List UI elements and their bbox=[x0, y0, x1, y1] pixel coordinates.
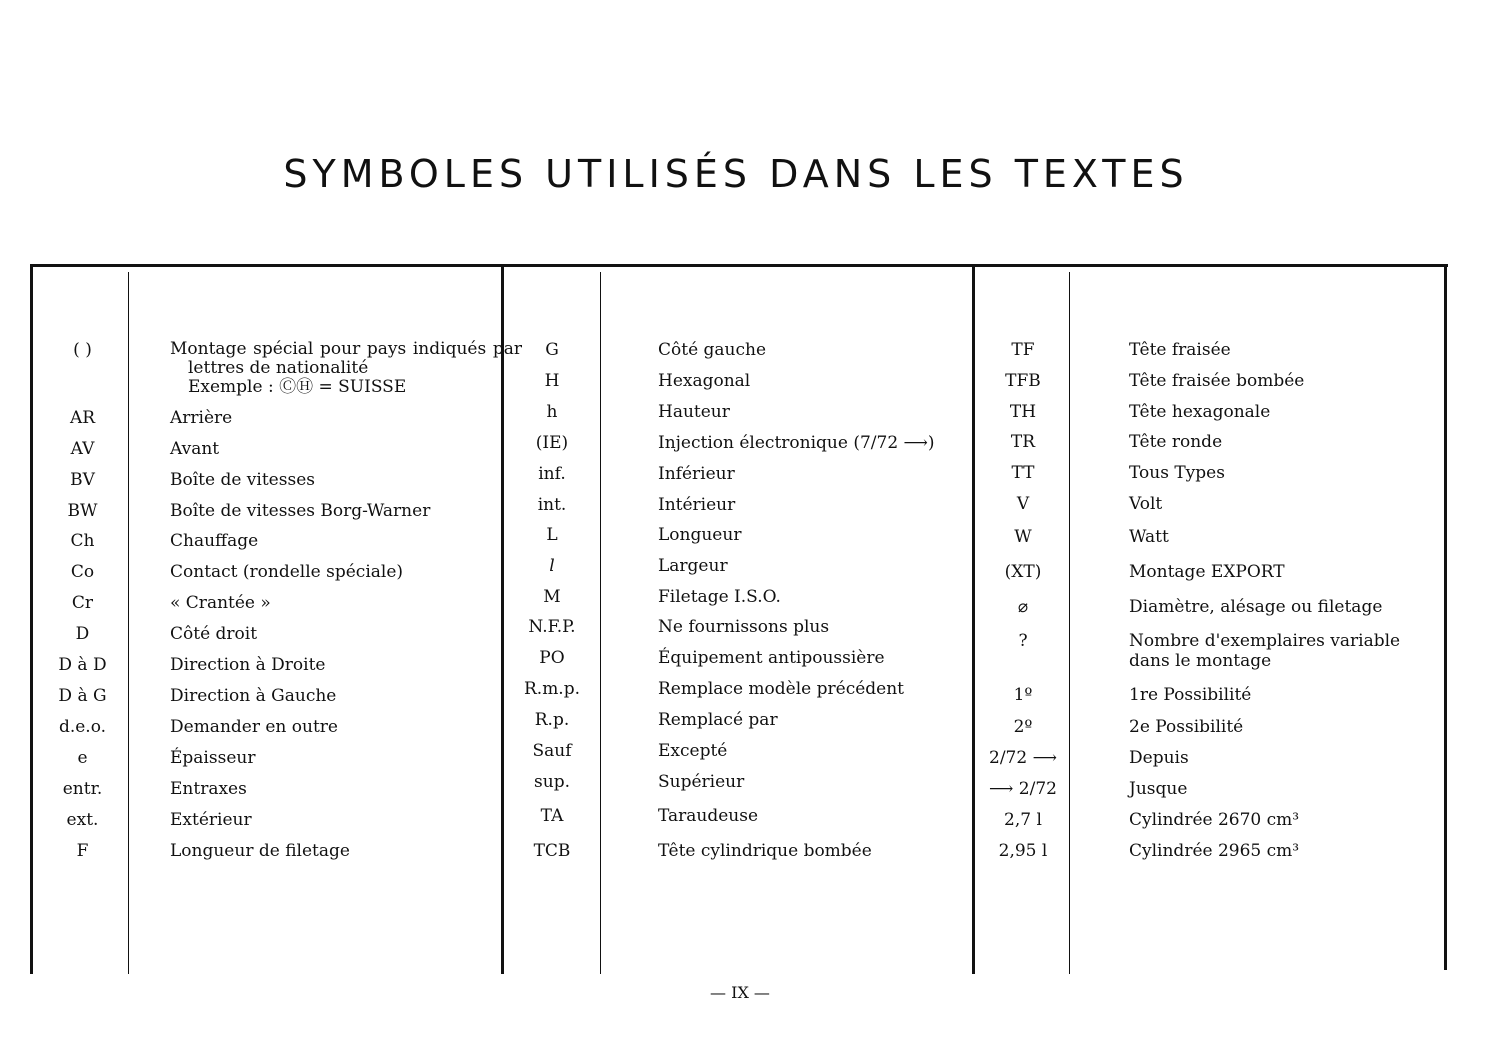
description-line-1: Montage spécial pour pays indiqués par bbox=[170, 339, 522, 359]
list-item bbox=[504, 464, 1018, 484]
description: Taraudeuse bbox=[658, 806, 759, 826]
description bbox=[170, 340, 522, 397]
symbol: F bbox=[76, 841, 89, 861]
description: Côté droit bbox=[170, 624, 258, 644]
symbol: N.F.P. bbox=[528, 617, 576, 637]
symbol: Sauf bbox=[532, 741, 572, 761]
description: Longueur de filetage bbox=[170, 841, 350, 861]
list-item bbox=[30, 624, 525, 644]
list-item bbox=[975, 748, 1429, 768]
description: Watt bbox=[1129, 527, 1169, 547]
symbol: G bbox=[545, 340, 559, 360]
symbol: ⌀ bbox=[1017, 597, 1029, 617]
description: Intérieur bbox=[658, 495, 736, 515]
description: Remplace modèle précédent bbox=[658, 679, 904, 699]
symbol: R.p. bbox=[534, 710, 570, 730]
description: Ne fournissons plus bbox=[658, 617, 830, 637]
symbol: 2º bbox=[1013, 717, 1033, 737]
outer-right-rule bbox=[1444, 264, 1447, 970]
list-item bbox=[30, 593, 525, 613]
table-top-rule bbox=[30, 264, 1448, 267]
symbol: d.e.o. bbox=[58, 717, 107, 737]
list-item bbox=[504, 433, 1018, 453]
symbol: M bbox=[543, 587, 561, 607]
list-item bbox=[504, 495, 1018, 515]
list-item bbox=[504, 340, 1018, 360]
list-item bbox=[30, 686, 525, 706]
description: Filetage I.S.O. bbox=[658, 587, 781, 607]
description: Avant bbox=[170, 439, 220, 459]
description: Entraxes bbox=[170, 779, 247, 799]
list-item bbox=[30, 748, 525, 768]
list-item bbox=[975, 841, 1429, 861]
description: Diamètre, alésage ou filetage bbox=[1129, 597, 1383, 617]
list-item bbox=[975, 494, 1429, 514]
description: Volt bbox=[1129, 494, 1163, 514]
symbol: (XT) bbox=[1004, 562, 1042, 582]
symbol: 2,95 l bbox=[998, 841, 1048, 861]
description: Inférieur bbox=[658, 464, 735, 484]
list-item bbox=[504, 772, 1018, 792]
page-title: SYMBOLES UTILISÉS DANS LES TEXTES bbox=[283, 152, 1189, 196]
symbol: D à G bbox=[58, 686, 107, 706]
symbol: entr. bbox=[62, 779, 103, 799]
list-item bbox=[30, 779, 525, 799]
description-line-3: Exemple : ⒸⒽ = SUISSE bbox=[188, 377, 407, 397]
description: Tous Types bbox=[1129, 463, 1225, 483]
symbol: 1º bbox=[1013, 685, 1033, 705]
list-item bbox=[30, 810, 525, 830]
list-item bbox=[975, 779, 1429, 799]
symbol: ext. bbox=[66, 810, 99, 830]
description: 2e Possibilité bbox=[1129, 717, 1244, 737]
symbol: AR bbox=[69, 408, 96, 428]
symbol: inf. bbox=[538, 464, 566, 484]
list-item bbox=[504, 710, 1018, 730]
description: Côté gauche bbox=[658, 340, 767, 360]
list-item bbox=[975, 685, 1429, 705]
list-item bbox=[975, 717, 1429, 737]
description: Hauteur bbox=[658, 402, 730, 422]
description: Cylindrée 2670 cm³ bbox=[1129, 810, 1300, 830]
symbol: AV bbox=[70, 439, 95, 459]
description: Boîte de vitesses Borg-Warner bbox=[170, 501, 431, 521]
symbol: 2/72 ⟶ bbox=[989, 748, 1057, 768]
symbol: h bbox=[546, 402, 558, 422]
list-item bbox=[975, 562, 1429, 582]
list-item bbox=[30, 501, 525, 521]
list-item bbox=[504, 617, 1018, 637]
symbol: TCB bbox=[533, 841, 571, 861]
symbol: int. bbox=[537, 495, 567, 515]
description: Hexagonal bbox=[658, 371, 751, 391]
description: Tête fraisée bombée bbox=[1129, 371, 1305, 391]
symbol: ? bbox=[1018, 631, 1028, 651]
list-item bbox=[504, 556, 1018, 576]
list-item bbox=[30, 470, 525, 490]
list-item bbox=[504, 525, 1018, 545]
list-item bbox=[504, 587, 1018, 607]
list-item bbox=[30, 841, 525, 861]
list-item bbox=[975, 371, 1429, 391]
description: Tête cylindrique bombée bbox=[658, 841, 872, 861]
symbol: D bbox=[75, 624, 90, 644]
description: Excepté bbox=[658, 741, 728, 761]
description: 1re Possibilité bbox=[1129, 685, 1252, 705]
symbol: sup. bbox=[534, 772, 570, 792]
description: Injection électronique (7/72 ⟶) bbox=[658, 433, 935, 453]
description: Cylindrée 2965 cm³ bbox=[1129, 841, 1300, 861]
list-item bbox=[975, 340, 1429, 360]
description-line-2: lettres de nationalité bbox=[188, 358, 369, 378]
description: Direction à Gauche bbox=[170, 686, 337, 706]
symbol: R.m.p. bbox=[523, 679, 580, 699]
symbol: BW bbox=[67, 501, 98, 521]
symbol: PO bbox=[539, 648, 565, 668]
symbol: TT bbox=[1011, 463, 1035, 483]
list-item bbox=[975, 402, 1429, 422]
description: Équipement antipoussière bbox=[658, 648, 885, 668]
symbol: H bbox=[544, 371, 560, 391]
description: Tête fraisée bbox=[1129, 340, 1231, 360]
list-item bbox=[30, 655, 525, 675]
symbol: L bbox=[546, 525, 558, 545]
description: « Crantée » bbox=[170, 593, 271, 613]
symbol: V bbox=[1016, 494, 1030, 514]
description: Largeur bbox=[658, 556, 728, 576]
list-item bbox=[504, 741, 1018, 761]
page-number: — IX — bbox=[710, 983, 770, 1002]
description-line-1: Nombre d'exemplaires variable bbox=[1129, 631, 1401, 651]
description: Supérieur bbox=[658, 772, 745, 792]
symbol: D à D bbox=[58, 655, 107, 675]
list-item bbox=[504, 402, 1018, 422]
symbol: ( ) bbox=[73, 340, 92, 360]
list-item bbox=[30, 340, 522, 397]
symbol: e bbox=[77, 748, 88, 768]
symbol: BV bbox=[70, 470, 95, 490]
symbol: (IE) bbox=[535, 433, 569, 453]
list-item bbox=[975, 527, 1429, 547]
description: Boîte de vitesses bbox=[170, 470, 315, 490]
symbol: ⟶ 2/72 bbox=[989, 779, 1057, 799]
description: Montage EXPORT bbox=[1129, 562, 1285, 582]
description: Chauffage bbox=[170, 531, 259, 551]
description: Tête ronde bbox=[1129, 432, 1223, 452]
description: Contact (rondelle spéciale) bbox=[170, 562, 404, 582]
symbol: TF bbox=[1011, 340, 1035, 360]
description-line-2: dans le montage bbox=[1129, 651, 1272, 671]
description: Depuis bbox=[1129, 748, 1189, 768]
symbol: 2,7 l bbox=[1004, 810, 1042, 830]
list-item bbox=[504, 806, 1018, 826]
list-item bbox=[30, 717, 525, 737]
list-item bbox=[975, 810, 1429, 830]
description: Tête hexagonale bbox=[1129, 402, 1271, 422]
symbol: TA bbox=[540, 806, 564, 826]
description bbox=[1129, 631, 1429, 671]
list-item bbox=[504, 371, 1018, 391]
symbol: W bbox=[1014, 527, 1032, 547]
symbol: Co bbox=[70, 562, 95, 582]
description: Arrière bbox=[170, 408, 233, 428]
list-item bbox=[975, 597, 1429, 617]
description: Direction à Droite bbox=[170, 655, 326, 675]
symbol: Ch bbox=[70, 531, 95, 551]
list-item bbox=[975, 631, 1429, 671]
list-item bbox=[975, 432, 1429, 452]
list-item bbox=[30, 531, 525, 551]
description: Longueur bbox=[658, 525, 742, 545]
symbol: TFB bbox=[1005, 371, 1041, 391]
symbol: l bbox=[549, 556, 555, 576]
symbol: Cr bbox=[71, 593, 94, 613]
symbol: TH bbox=[1009, 402, 1037, 422]
symbol: TR bbox=[1010, 432, 1036, 452]
description: Demander en outre bbox=[170, 717, 338, 737]
list-item bbox=[30, 408, 525, 428]
list-item bbox=[504, 841, 1018, 861]
list-item bbox=[504, 679, 1018, 699]
list-item bbox=[30, 439, 525, 459]
description: Extérieur bbox=[170, 810, 252, 830]
description: Épaisseur bbox=[170, 748, 256, 768]
list-item bbox=[30, 562, 525, 582]
description: Jusque bbox=[1129, 779, 1188, 799]
list-item bbox=[504, 648, 1018, 668]
description: Remplacé par bbox=[658, 710, 778, 730]
list-item bbox=[975, 463, 1429, 483]
